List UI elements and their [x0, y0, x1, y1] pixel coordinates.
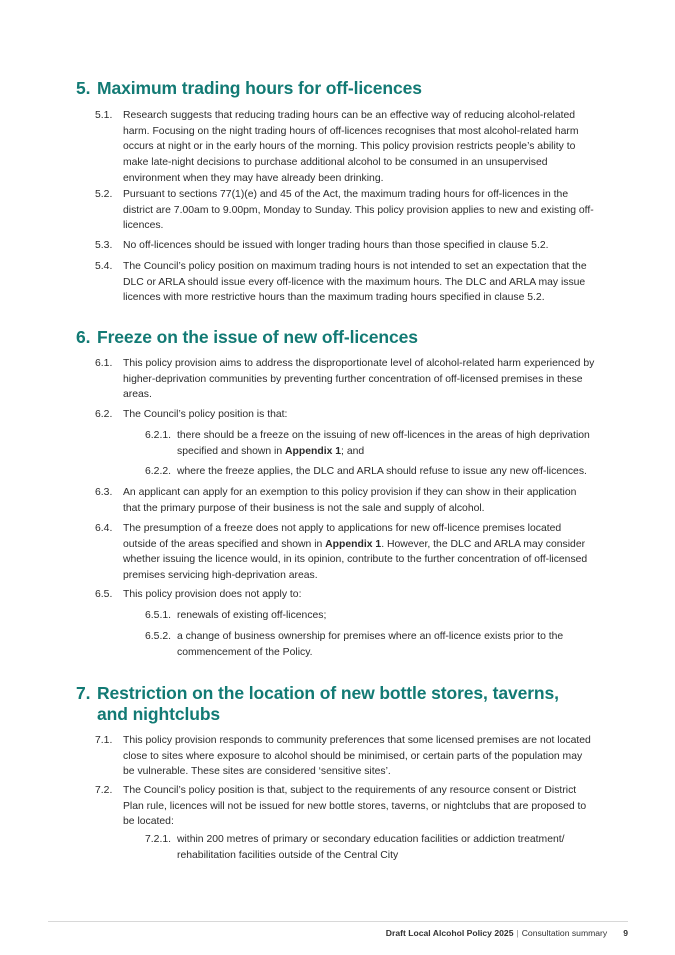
section-heading-5 — [76, 78, 422, 99]
clause-text: where the freeze applies, the DLC and ARLA should refuse to issue any new off-licences. — [177, 466, 587, 477]
clause-number: 6.5.1. — [145, 610, 171, 621]
clause-text: The Council’s policy position is that: — [123, 409, 288, 420]
page-footer — [386, 928, 628, 939]
appendix-reference: Appendix 1 — [325, 538, 382, 550]
clause-5-2 — [95, 187, 595, 234]
clause-number: 6.2.1. — [145, 430, 171, 441]
clause-text: within 200 metres of primary or secondary education facilities or addiction treatment/ rehabilitation facilities outside of the Central City — [177, 834, 565, 861]
clause-number: 5.4. — [95, 261, 113, 272]
clause-text-part: ; and — [341, 445, 365, 457]
clause-6-5-1 — [145, 608, 595, 624]
page-number: 9 — [623, 928, 628, 938]
clause-text: Research suggests that reducing trading hours can be an effective way of reducing alcohol-related harm. Focusing on the night trading hours of off-licences recognises that most alcohol-related harm occurs at night or in the early hours of the morning. This policy provision restricts people’s ability to make late-night decisions to purchase additional alcohol to be consumed in an unsupervised environment when they may have already been drinking. — [123, 110, 579, 184]
section-heading-6 — [76, 327, 418, 348]
clause-text-part: The presumption of a freeze does not apply to applications for new off-licence premises located outside of the areas specified and shown in — [123, 523, 562, 550]
clause-text: Pursuant to sections 77(1)(e) and 45 of the Act, the maximum trading hours for off-licences in the district are 7.00am to 9.00pm, Monday to Sunday. This policy provision applies to new and existing off-licences. — [123, 189, 594, 232]
clause-text — [177, 428, 595, 459]
clause-number: 6.5. — [95, 589, 113, 600]
clause-number: 6.5.2. — [145, 631, 171, 642]
clause-7-2 — [95, 783, 595, 830]
section-number: 6. — [76, 327, 91, 347]
clause-text-part: . However, the DLC and ARLA may consider whether issuing the licence would, in its opinion, contribute to the further concentration of off-licensed premises servicing high-deprivation areas. — [123, 538, 588, 582]
clause-5-3 — [95, 238, 595, 254]
clause-6-3 — [95, 485, 595, 516]
clause-number: 6.2.2. — [145, 466, 171, 477]
section-number: 7. — [76, 683, 91, 703]
clause-5-1 — [95, 108, 595, 187]
clause-6-2 — [95, 407, 595, 423]
clause-number: 6.3. — [95, 487, 113, 498]
section-title: Restriction on the location of new bottle stores, taverns, and nightclubs — [97, 683, 559, 724]
appendix-reference: Appendix 1 — [285, 445, 342, 457]
clause-number: 7.2. — [95, 785, 113, 796]
clause-6-1 — [95, 356, 595, 403]
clause-number: 5.1. — [95, 110, 113, 121]
clause-text-part: there should be a freeze on the issuing of new off-licences in the areas of high deprivation specified and shown in — [177, 430, 590, 457]
clause-text: The Council’s policy position is that, subject to the requirements of any resource consent or District Plan rule, licences will not be issued for new bottle stores, taverns, or nightclubs that are proposed to be located: — [123, 785, 587, 828]
clause-5-4 — [95, 259, 595, 306]
clause-number: 6.2. — [95, 409, 113, 420]
section-title: Freeze on the issue of new off-licences — [97, 327, 418, 347]
clause-text: The Council’s policy position on maximum trading hours is not intended to set an expectation that the DLC or ARLA should issue every off-licence with the maximum hours. The DLC and ARLA may issue licences with more restrictive hours than the maximum trading hours specified in clause 5.2. — [123, 261, 587, 304]
clause-number: 6.4. — [95, 523, 113, 534]
section-number: 5. — [76, 78, 91, 98]
clause-number: 5.3. — [95, 240, 113, 251]
clause-7-2-1 — [145, 832, 595, 863]
clause-7-1 — [95, 733, 595, 780]
section-heading-7 — [76, 683, 567, 725]
clause-number: 6.1. — [95, 358, 113, 369]
clause-6-4 — [95, 521, 595, 584]
clause-6-2-1 — [145, 428, 595, 459]
clause-number: 7.2.1. — [145, 834, 171, 845]
clause-number: 5.2. — [95, 189, 113, 200]
footer-document-title: Draft Local Alcohol Policy 2025 — [385, 928, 514, 938]
clause-text: a change of business ownership for premises where an off-licence exists prior to the commencement of the Policy. — [177, 631, 564, 658]
clause-text: No off-licences should be issued with longer trading hours than those specified in clause 5.2. — [123, 240, 549, 251]
section-title: Maximum trading hours for off-licences — [97, 78, 422, 98]
clause-number: 7.1. — [95, 735, 113, 746]
footer-separator: | — [516, 928, 519, 938]
clause-text: An applicant can apply for an exemption to this policy provision if they can show in their application that the primary purpose of their business is not the sale and supply of alcohol. — [123, 487, 577, 514]
clause-6-2-2 — [145, 464, 595, 480]
clause-6-5-2 — [145, 629, 595, 660]
clause-text: This policy provision does not apply to: — [123, 589, 302, 600]
clause-text: This policy provision responds to community preferences that some licensed premises are not located close to sites where exposure to alcohol should be minimised, or certain parts of the population may be vulnerable. These sites are considered ‘sensitive sites’. — [123, 735, 591, 778]
footer-divider — [48, 921, 628, 922]
footer-document-subtitle: Consultation summary — [521, 928, 608, 938]
clause-6-5 — [95, 587, 595, 603]
clause-text — [123, 521, 595, 584]
clause-text: This policy provision aims to address the disproportionate level of alcohol-related harm experienced by higher-deprivation communities by preventing further concentration of off-licensed premises in these areas. — [123, 358, 595, 401]
clause-text: renewals of existing off-licences; — [177, 610, 327, 621]
